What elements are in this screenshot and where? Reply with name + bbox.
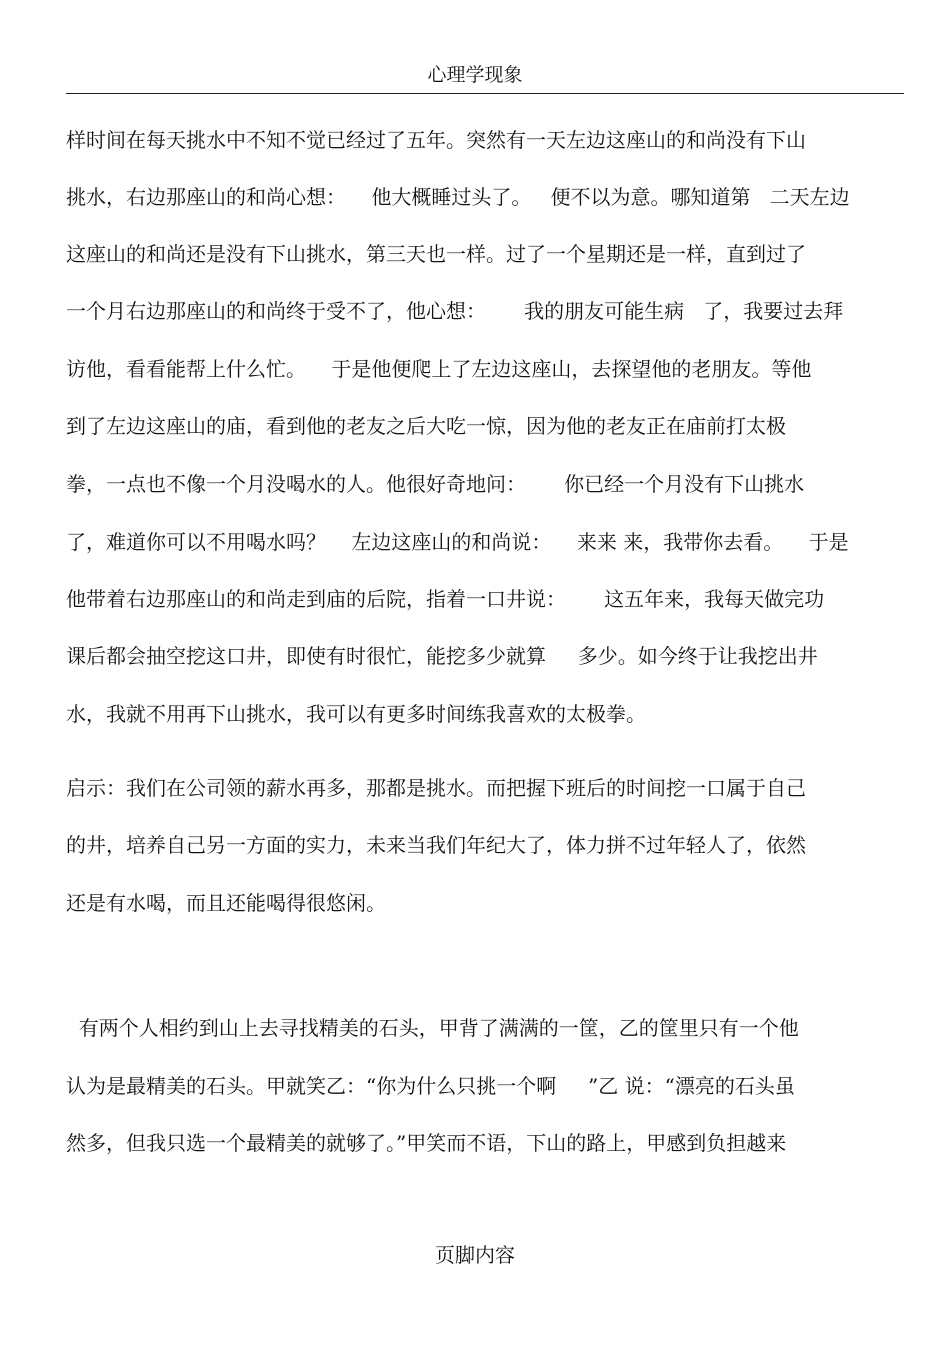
paragraph-line: 然多，但我只选一个最精美的就够了。”甲笑而不语，下山的路上，甲感到负担越来 (66, 1131, 787, 1155)
paragraph-line: 还是有水喝，而且还能喝得很悠闲。 (66, 891, 386, 915)
paragraph-line: 访他，看看能帮上什么忙。 于是他便爬上了左边这座山，去探望他的老朋友。等他 (66, 357, 812, 381)
paragraph-line: 有两个人相约到山上去寻找精美的石头，甲背了满满的一筐，乙的筐里只有一个他 (66, 1016, 799, 1040)
header-divider (66, 93, 904, 94)
paragraph-line: 挑水，右边那座山的和尚心想： 他大概睡过头了。 便不以为意。哪知道第 二天左边 (66, 185, 850, 209)
page-header-title: 心理学现象 (427, 64, 523, 86)
paragraph-line: 水，我就不用再下山挑水，我可以有更多时间练我喜欢的太极拳。 (66, 702, 646, 726)
page-footer: 页脚内容 (435, 1243, 515, 1267)
paragraph-line: 的井，培养自己另一方面的实力，未来当我们年纪大了，体力拼不过年轻人了，依然 (66, 833, 806, 857)
paragraph-line: 他带着右边那座山的和尚走到庙的后院，指着一口井说： 这五年来，我每天做完功 (66, 587, 825, 611)
paragraph-line: 一个月右边那座山的和尚终于受不了，他心想： 我的朋友可能生病 了，我要过去拜 (66, 299, 844, 323)
paragraph-line: 拳，一点也不像一个月没喝水的人。他很好奇地问： 你已经一个月没有下山挑水 (66, 472, 805, 496)
paragraph-line: 了，难道你可以不用喝水吗？ 左边这座山的和尚说： 来来 来，我带你去看。 于是 (66, 530, 849, 554)
paragraph-line: 到了左边这座山的庙，看到他的老友之后大吃一惊，因为他的老友正在庙前打太极 (66, 414, 786, 438)
paragraph-line: 启示：我们在公司领的薪水再多，那都是挑水。而把握下班后的时间挖一口属于自己 (66, 776, 806, 800)
paragraph-line: 这座山的和尚还是没有下山挑水，第三天也一样。过了一个星期还是一样，直到过了 (66, 242, 806, 266)
paragraph-line: 课后都会抽空挖这口井，即使有时很忙，能挖多少就算 多少。如今终于让我挖出井 (66, 644, 818, 668)
paragraph-line: 样时间在每天挑水中不知不觉已经过了五年。突然有一天左边这座山的和尚没有下山 (66, 128, 806, 152)
paragraph-line: 认为是最精美的石头。甲就笑乙：“你为什么只挑一个啊 ”乙 说：“漂亮的石头虽 (66, 1074, 795, 1098)
